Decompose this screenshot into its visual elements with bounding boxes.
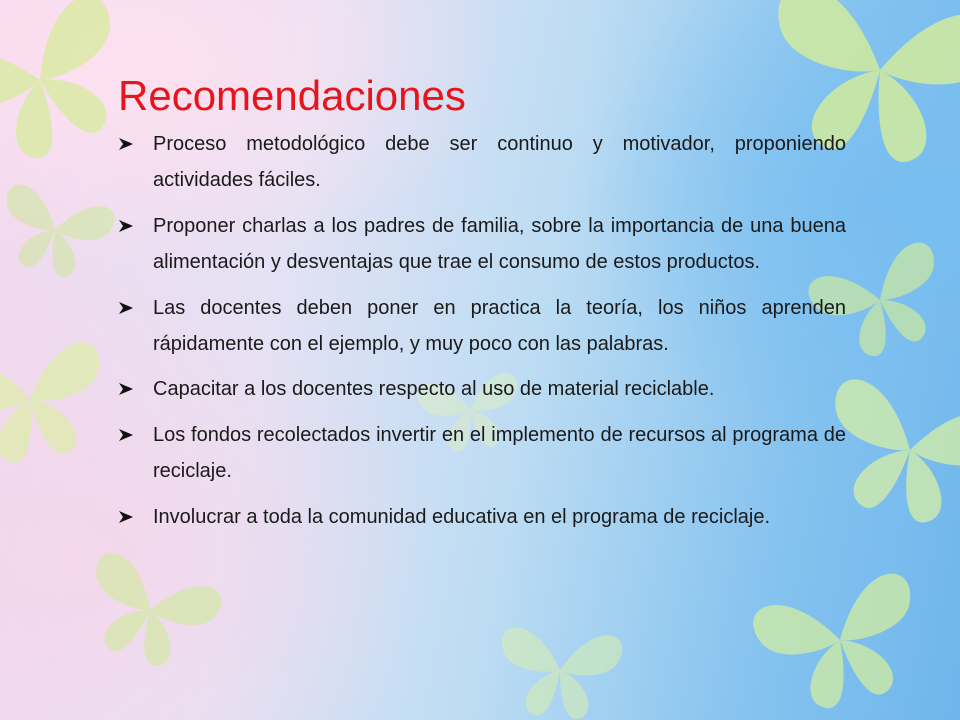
list-item-text: Proceso metodológico debe ser continuo y motivador, proponiendo actividades fáciles. xyxy=(153,133,846,191)
list-item-text: Los fondos recolectados invertir en el implemento de recursos al programa de reciclaje. xyxy=(153,424,846,482)
arrowhead-icon xyxy=(118,510,134,524)
arrowhead-icon xyxy=(118,382,134,396)
butterfly-icon-left xyxy=(0,181,118,286)
slide-title: Recomendaciones xyxy=(118,72,466,119)
list-item-text: Capacitar a los docentes respecto al uso de material reciclable. xyxy=(153,378,715,400)
butterfly-icon-bottom-left xyxy=(71,548,226,680)
list-item xyxy=(118,417,846,489)
arrowhead-icon xyxy=(118,428,134,442)
recommendations-list xyxy=(118,126,846,545)
list-item xyxy=(118,126,846,198)
list-item-text: Proponer charlas a los padres de familia, sobre la importancia de una buena alimentación y desventajas que trae el consumo de estos productos. xyxy=(153,215,846,273)
arrowhead-icon xyxy=(118,301,134,315)
butterfly-icon-bottom-right xyxy=(749,569,934,720)
list-item xyxy=(118,290,846,362)
list-item-text: Involucrar a toda la comunidad educativa en el programa de reciclaje. xyxy=(153,506,771,528)
list-item-text: Las docentes deben poner en practica la teoría, los niños aprenden rápidamente con el ejemplo, y muy poco con las palabras. xyxy=(153,297,846,355)
butterfly-icon-left-middle xyxy=(0,339,115,471)
list-item xyxy=(118,208,846,280)
butterfly-icon-bottom-center xyxy=(496,626,624,720)
arrowhead-icon xyxy=(118,219,134,233)
list-item xyxy=(118,499,846,535)
arrowhead-icon xyxy=(118,137,134,151)
list-item xyxy=(118,371,846,407)
